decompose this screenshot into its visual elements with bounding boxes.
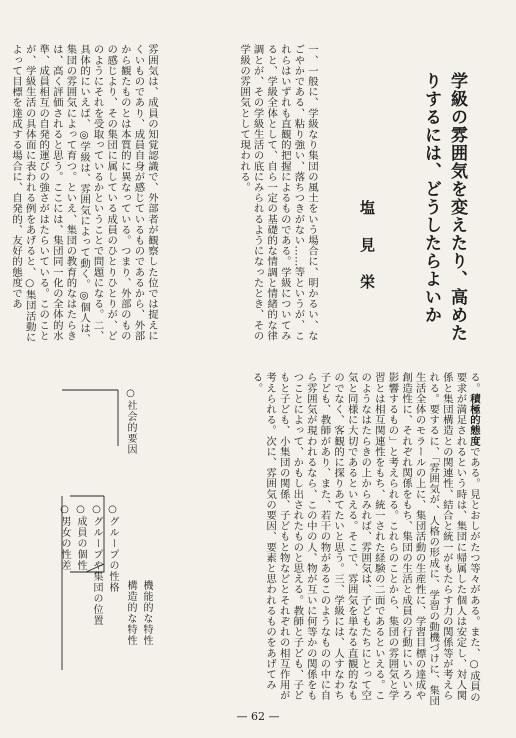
- diagram-structural-trait: 構造的な特性: [125, 580, 136, 646]
- diagram-social-factor: ○社会的要因: [125, 388, 136, 455]
- author-name: 塩見栄: [358, 200, 376, 311]
- diagram-group-position: ○グループや集団の位置: [91, 504, 102, 626]
- body-text-lower-main: である。見とおしがたつ等々がある。また、○成員の要求が満足されるという時は、集団に帰属した個人は安定し、対人関係と集団構造との関連性、結合と統一がもたらす力の関係等が考えられる。要するに、「雰囲気が、人格の形成に、学習の動機づけに、集団生活全体のモラールの上に、集団活動の生産性に、学習目標の達成や創造性に、それぞれ関係をもち、集団の生活と成員の行動にいろいろ影響するもの」と考えられる。これらのことから、集団の雰囲気と学習とは相互関連性をもち、統一された経験の二面であるといえる。このようなはたらきの上からみれば、雰囲気は、子どもたちにとって空気と同様に大切であるといえる。そこで、雰囲気を単なる直観的なものでなく、客観的に探りあてたいと思う。三、学級には、人すなわち子ども、教師があり、また、若干の物があるこのようなものの中に自ら雰囲気が現われるなら、この中の人、物が互いに何等かの関係をもつことによって、かもし出されたものと思える。教師と子ども、子どもと子ども、小集団の関係、子どもと物などとそれぞれの相互作用が考えられる。次に、雰囲気の要因、要素と思われるものをあげてみる。: [250, 372, 480, 706]
- body-text-upper-left: 雰囲気は、成員の知覚認識で、外部者が観察した位では捉えにくいものであり、成員自身が感じているものであるから、外部から観たものとは本質的に異なっている。つまり、外部のものの感じより、その集団に属している成員のひとりひとりが、どのようにそれを受取っているかということで問題になる。二、具体的にいえば、◎学級は、雰囲気によって動く。◎個人は、集団の雰囲気によって育つ。といえ、集団の教育的なはたらきは、高く評価されると思う。ここには、集団同一化の全体的水準、成員相互の自発的運びの強さがはたらいている。このことが、学級生活の具体面に表われる例をあげると、○集団活動によって目標を達成する場合に、自発的、友好的態度であ: [10, 44, 158, 344]
- body-text-emphasis: 積極的態度: [468, 393, 480, 447]
- body-text-upper-right: 一、一般に、学級なり集団の風土をいう場合に、明かるい、なごやかである、粘り強い、落ちつきがない……等というが、これらはいずれも直観的把握によるものである。学級についてみると、学級全体として、自ら一定の基礎的な情調と情緒的な律調とが、その学級生活の底にみられるようになったとき、その学級の雰囲気として現われる。: [238, 44, 318, 341]
- diagram-functional-trait: 機能的な特性: [141, 580, 152, 646]
- body-text-lower: [180, 372, 480, 708]
- page-number: — 62 —: [236, 710, 280, 723]
- body-text-lower-lead: る。: [468, 372, 480, 394]
- diagram-gender-difference: ○男女の性差: [59, 504, 70, 571]
- factor-diagram: [44, 384, 152, 672]
- diagram-member-personality: ○成員の個性: [75, 504, 86, 571]
- article-title: 学級の雰囲気を変えたり、高めたりするには、どうしたらよいか: [421, 72, 467, 342]
- diagram-group-character: ○グループの性格: [107, 504, 118, 593]
